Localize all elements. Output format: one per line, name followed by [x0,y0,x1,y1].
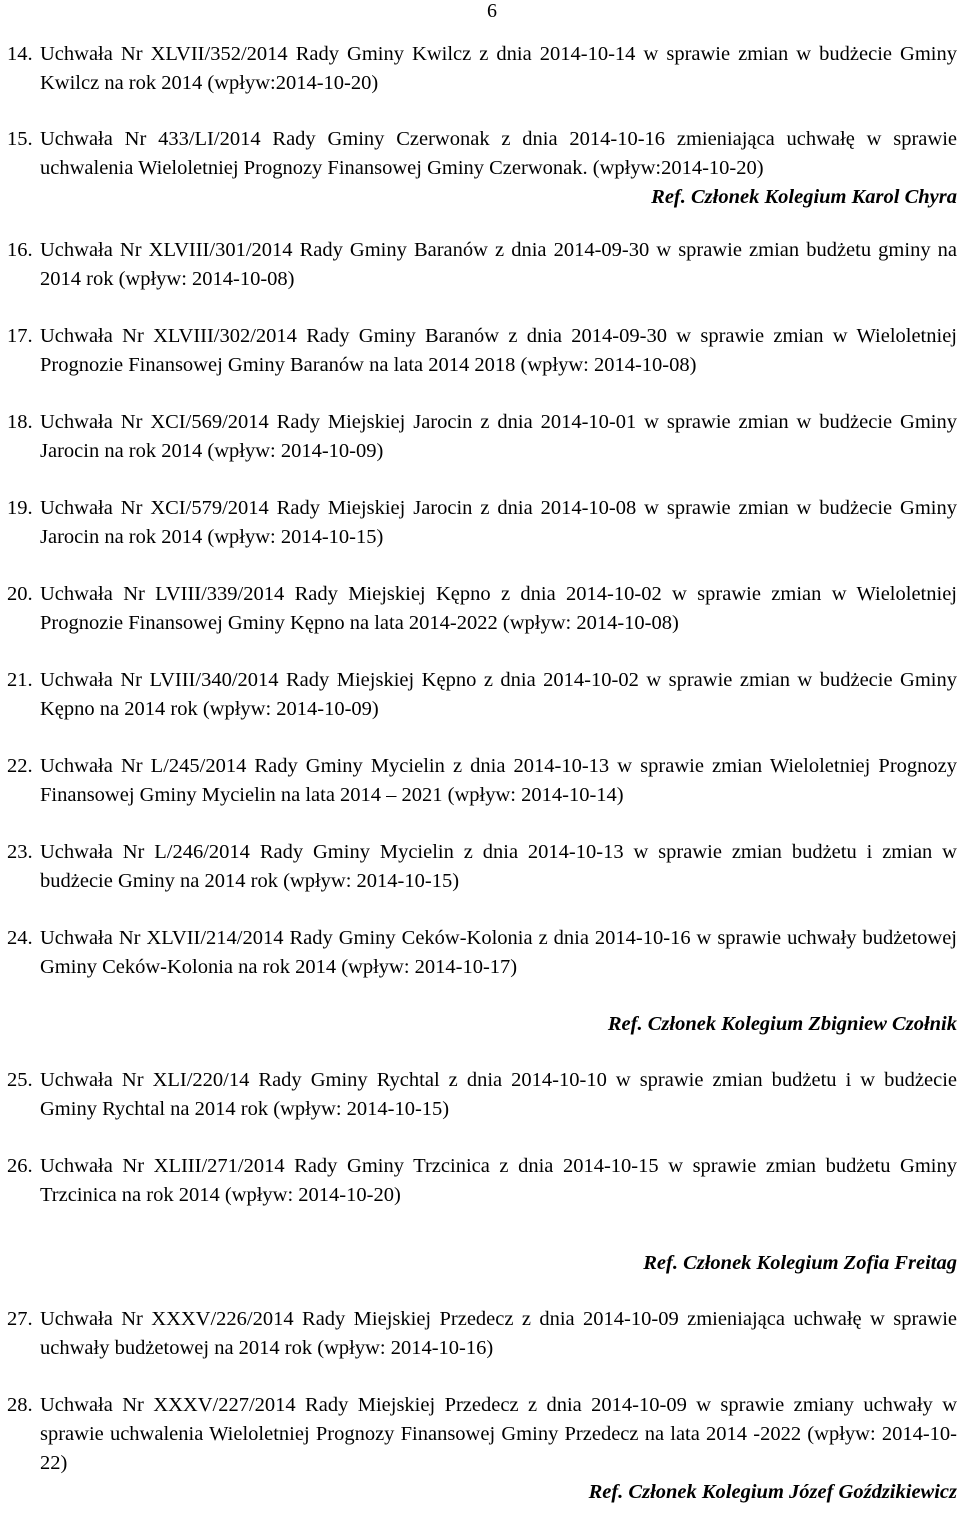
list-item [7,1391,957,1478]
item-text: Uchwała Nr XLVIII/302/2014 Rady Gminy Baranów z dnia 2014-09-30 w sprawie zmian w Wieloletniej Prognozie Finansowej Gminy Baranów na lata 2014 2018 (wpływ: 2014-10-08) [40,325,957,376]
list-item [7,924,957,982]
item-number: 14. [7,43,33,65]
item-number: 24. [7,927,33,949]
item-text: Uchwała Nr XCI/569/2014 Rady Miejskiej Jarocin z dnia 2014-10-01 w sprawie zmian w budżecie Gminy Jarocin na rok 2014 (wpływ: 2014-10-09) [40,411,957,462]
item-number: 18. [7,411,33,433]
item-text: Uchwała Nr XLVII/352/2014 Rady Gminy Kwilcz z dnia 2014-10-14 w sprawie zmian w budżecie Gminy Kwilcz na rok 2014 (wpływ:2014-10-20) [40,43,957,94]
item-text: Uchwała Nr L/245/2014 Rady Gminy Mycielin z dnia 2014-10-13 w sprawie zmian Wieloletniej Prognozy Finansowej Gminy Mycielin na lata 2014 – 2021 (wpływ: 2014-10-14) [40,755,957,806]
item-text: Uchwała Nr XLVII/214/2014 Rady Gminy Ceków-Kolonia z dnia 2014-10-16 w sprawie uchwały budżetowej Gminy Ceków-Kolonia na rok 2014 (wpływ: 2014-10-17) [40,927,957,978]
item-number: 16. [7,239,33,261]
list-item [7,40,957,98]
list-item [7,322,957,380]
item-number: 25. [7,1069,33,1091]
document-body [7,40,957,1507]
item-number: 27. [7,1308,33,1330]
list-item [7,236,957,294]
item-text: Uchwała Nr XLVIII/301/2014 Rady Gminy Baranów z dnia 2014-09-30 w sprawie zmian budżetu gminy na 2014 rok (wpływ: 2014-10-08) [40,239,957,290]
list-item [7,1066,957,1124]
referent-line: Ref. Członek Kolegium Karol Chyra [651,186,957,208]
list-item [7,580,957,638]
item-text: Uchwała Nr XLIII/271/2014 Rady Gminy Trzcinica z dnia 2014-10-15 w sprawie zmian budżetu Gminy Trzcinica na rok 2014 (wpływ: 2014-10-20) [40,1155,957,1206]
list-item [7,838,957,896]
item-number: 23. [7,841,33,863]
item-text: Uchwała Nr L/246/2014 Rady Gminy Mycielin z dnia 2014-10-13 w sprawie zmian budżetu i zmian w budżecie Gminy na 2014 rok (wpływ: 2014-10-15) [40,841,957,892]
item-text: Uchwała Nr XCI/579/2014 Rady Miejskiej Jarocin z dnia 2014-10-08 w sprawie zmian w budżecie Gminy Jarocin na rok 2014 (wpływ: 2014-10-15) [40,497,957,548]
list-item [7,1152,957,1210]
item-number: 19. [7,497,33,519]
item-number: 22. [7,755,33,777]
item-number: 15. [7,128,33,150]
item-text: Uchwała Nr LVIII/340/2014 Rady Miejskiej Kępno z dnia 2014-10-02 w sprawie zmian w budżecie Gminy Kępno na 2014 rok (wpływ: 2014-10-09) [40,669,957,720]
referent-line: Ref. Członek Kolegium Zbigniew Czołnik [607,1013,957,1035]
referent-line: Ref. Członek Kolegium Zofia Freitag [643,1252,957,1274]
list-item [7,408,957,466]
list-item [7,494,957,552]
item-number: 17. [7,325,33,347]
referent-line: Ref. Członek Kolegium Józef Goździkiewicz [588,1481,957,1503]
item-text: Uchwała Nr XLI/220/14 Rady Gminy Rychtal z dnia 2014-10-10 w sprawie zmian budżetu i w budżecie Gminy Rychtal na 2014 rok (wpływ: 2014-10-15) [40,1069,957,1120]
item-text: Uchwała Nr 433/LI/2014 Rady Gminy Czerwonak z dnia 2014-10-16 zmieniająca uchwałę w sprawie uchwalenia Wieloletniej Prognozy Finansowej Gminy Czerwonak. (wpływ:2014-10-20) [40,128,957,179]
list-item [7,666,957,724]
item-number: 20. [7,583,33,605]
page-number: 6 [487,0,497,22]
item-number: 28. [7,1394,33,1416]
list-item [7,1305,957,1363]
item-number: 26. [7,1155,33,1177]
list-item [7,752,957,810]
list-item [7,125,957,183]
item-text: Uchwała Nr XXXV/227/2014 Rady Miejskiej Przedecz z dnia 2014-10-09 w sprawie zmiany uchwały w sprawie uchwalenia Wieloletniej Prognozy Finansowej Gminy Przedecz na lata 2014 -2022 (wpływ: 2014-10-22) [40,1394,957,1474]
item-text: Uchwała Nr LVIII/339/2014 Rady Miejskiej Kępno z dnia 2014-10-02 w sprawie zmian w Wieloletniej Prognozie Finansowej Gminy Kępno na lata 2014-2022 (wpływ: 2014-10-08) [40,583,957,634]
item-number: 21. [7,669,33,691]
item-text: Uchwała Nr XXXV/226/2014 Rady Miejskiej Przedecz z dnia 2014-10-09 zmieniająca uchwałę w sprawie uchwały budżetowej na 2014 rok (wpływ: 2014-10-16) [40,1308,957,1359]
